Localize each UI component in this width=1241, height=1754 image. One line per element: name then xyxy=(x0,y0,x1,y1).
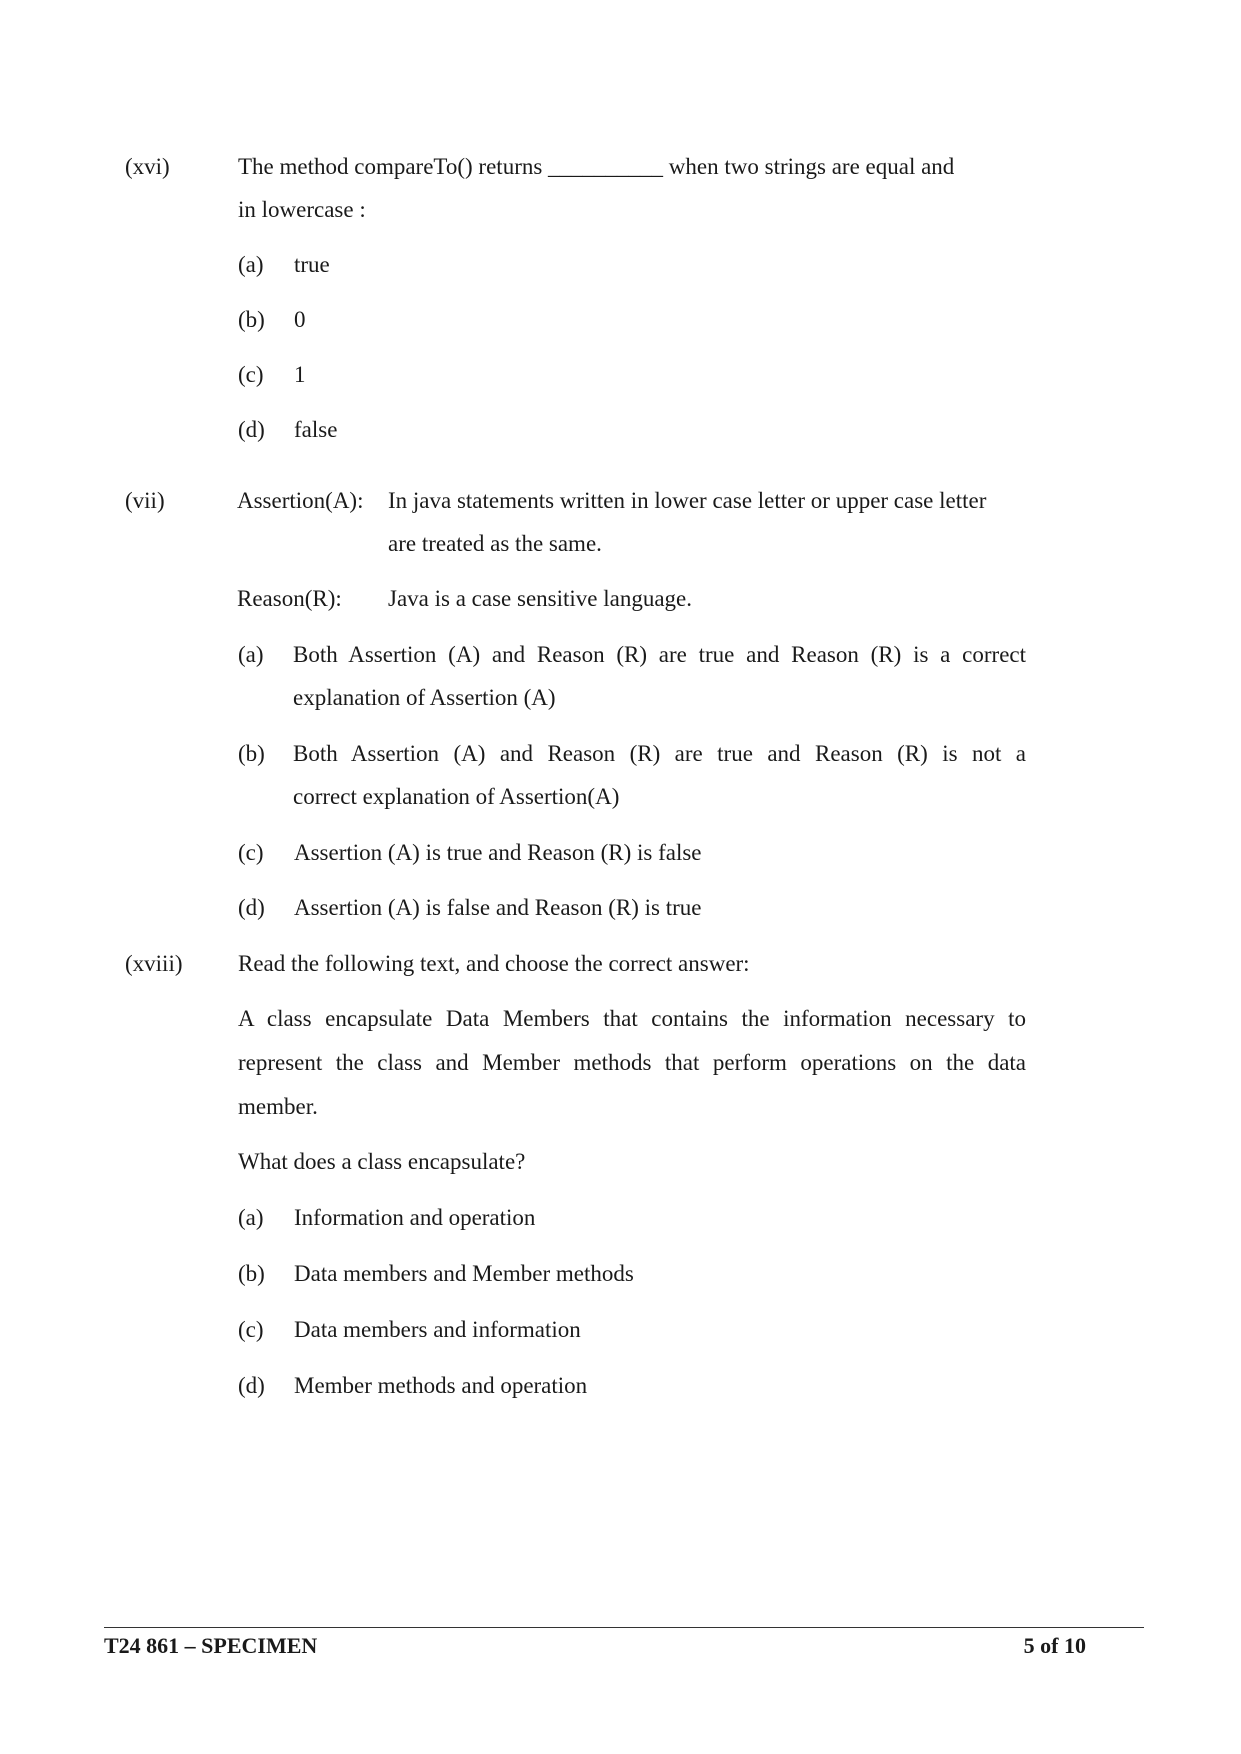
option xyxy=(238,1308,581,1351)
option-text: true xyxy=(294,252,330,277)
option-text: Data members and information xyxy=(294,1317,581,1342)
option-label: (d) xyxy=(238,1373,265,1398)
option-text: 1 xyxy=(294,362,306,387)
reason-label: Reason(R): xyxy=(237,586,342,611)
option-text: Both Assertion (A) and Reason (R) are true and Reason (R) is not a xyxy=(293,741,1026,766)
option-label: (d) xyxy=(238,895,265,920)
assertion-text: are treated as the same. xyxy=(388,531,602,556)
option xyxy=(238,408,337,451)
option-label: (b) xyxy=(238,1261,265,1286)
assertion-text: In java statements written in lower case letter or upper case letter xyxy=(388,488,987,513)
passage-text: A class encapsulate Data Members that contains the information necessary to xyxy=(238,1006,1026,1031)
assertion-label: Assertion(A): xyxy=(237,488,364,513)
footer-paper-code: T24 861 – SPECIMEN xyxy=(104,1633,318,1658)
question-text: What does a class encapsulate? xyxy=(238,1149,526,1174)
option-text: false xyxy=(294,417,338,442)
option xyxy=(238,1252,634,1295)
question-number: (vii) xyxy=(125,488,165,513)
option-text: Both Assertion (A) and Reason (R) are true and Reason (R) is a correct xyxy=(293,642,1026,667)
option-text: correct explanation of Assertion(A) xyxy=(293,784,620,809)
question-number: (xvi) xyxy=(125,154,170,179)
option-label: (c) xyxy=(238,1317,264,1342)
option xyxy=(238,1196,535,1239)
option-label: (b) xyxy=(238,307,265,332)
option xyxy=(238,243,330,286)
option-text: Data members and Member methods xyxy=(294,1261,634,1286)
option-label: (a) xyxy=(238,642,264,667)
option-text: Assertion (A) is true and Reason (R) is false xyxy=(294,840,702,865)
question-text: in lowercase : xyxy=(238,197,366,222)
passage-text: represent the class and Member methods that perform operations on the data xyxy=(238,1050,1026,1075)
option xyxy=(238,1364,587,1407)
option-label: (a) xyxy=(238,252,264,277)
footer-page-number: 5 of 10 xyxy=(1023,1633,1086,1658)
question-number: (xviii) xyxy=(125,951,183,976)
option-label: (a) xyxy=(238,1205,264,1230)
option-label: (c) xyxy=(238,362,264,387)
reason-text: Java is a case sensitive language. xyxy=(388,586,692,611)
option-text: 0 xyxy=(294,307,306,332)
option-text: Assertion (A) is false and Reason (R) is true xyxy=(294,895,702,920)
option-label: (d) xyxy=(238,417,265,442)
option-label: (c) xyxy=(238,840,264,865)
option xyxy=(238,831,702,874)
option-text: explanation of Assertion (A) xyxy=(293,685,556,710)
option xyxy=(238,353,306,396)
option xyxy=(238,298,306,341)
option-text: Member methods and operation xyxy=(294,1373,588,1398)
option xyxy=(238,886,702,929)
option-label: (b) xyxy=(238,741,265,766)
question-text: The method compareTo() returns __________ when two strings are equal and xyxy=(238,154,955,179)
question-text: Read the following text, and choose the correct answer: xyxy=(238,951,750,976)
passage-text: member. xyxy=(238,1094,318,1119)
option-text: Information and operation xyxy=(294,1205,536,1230)
